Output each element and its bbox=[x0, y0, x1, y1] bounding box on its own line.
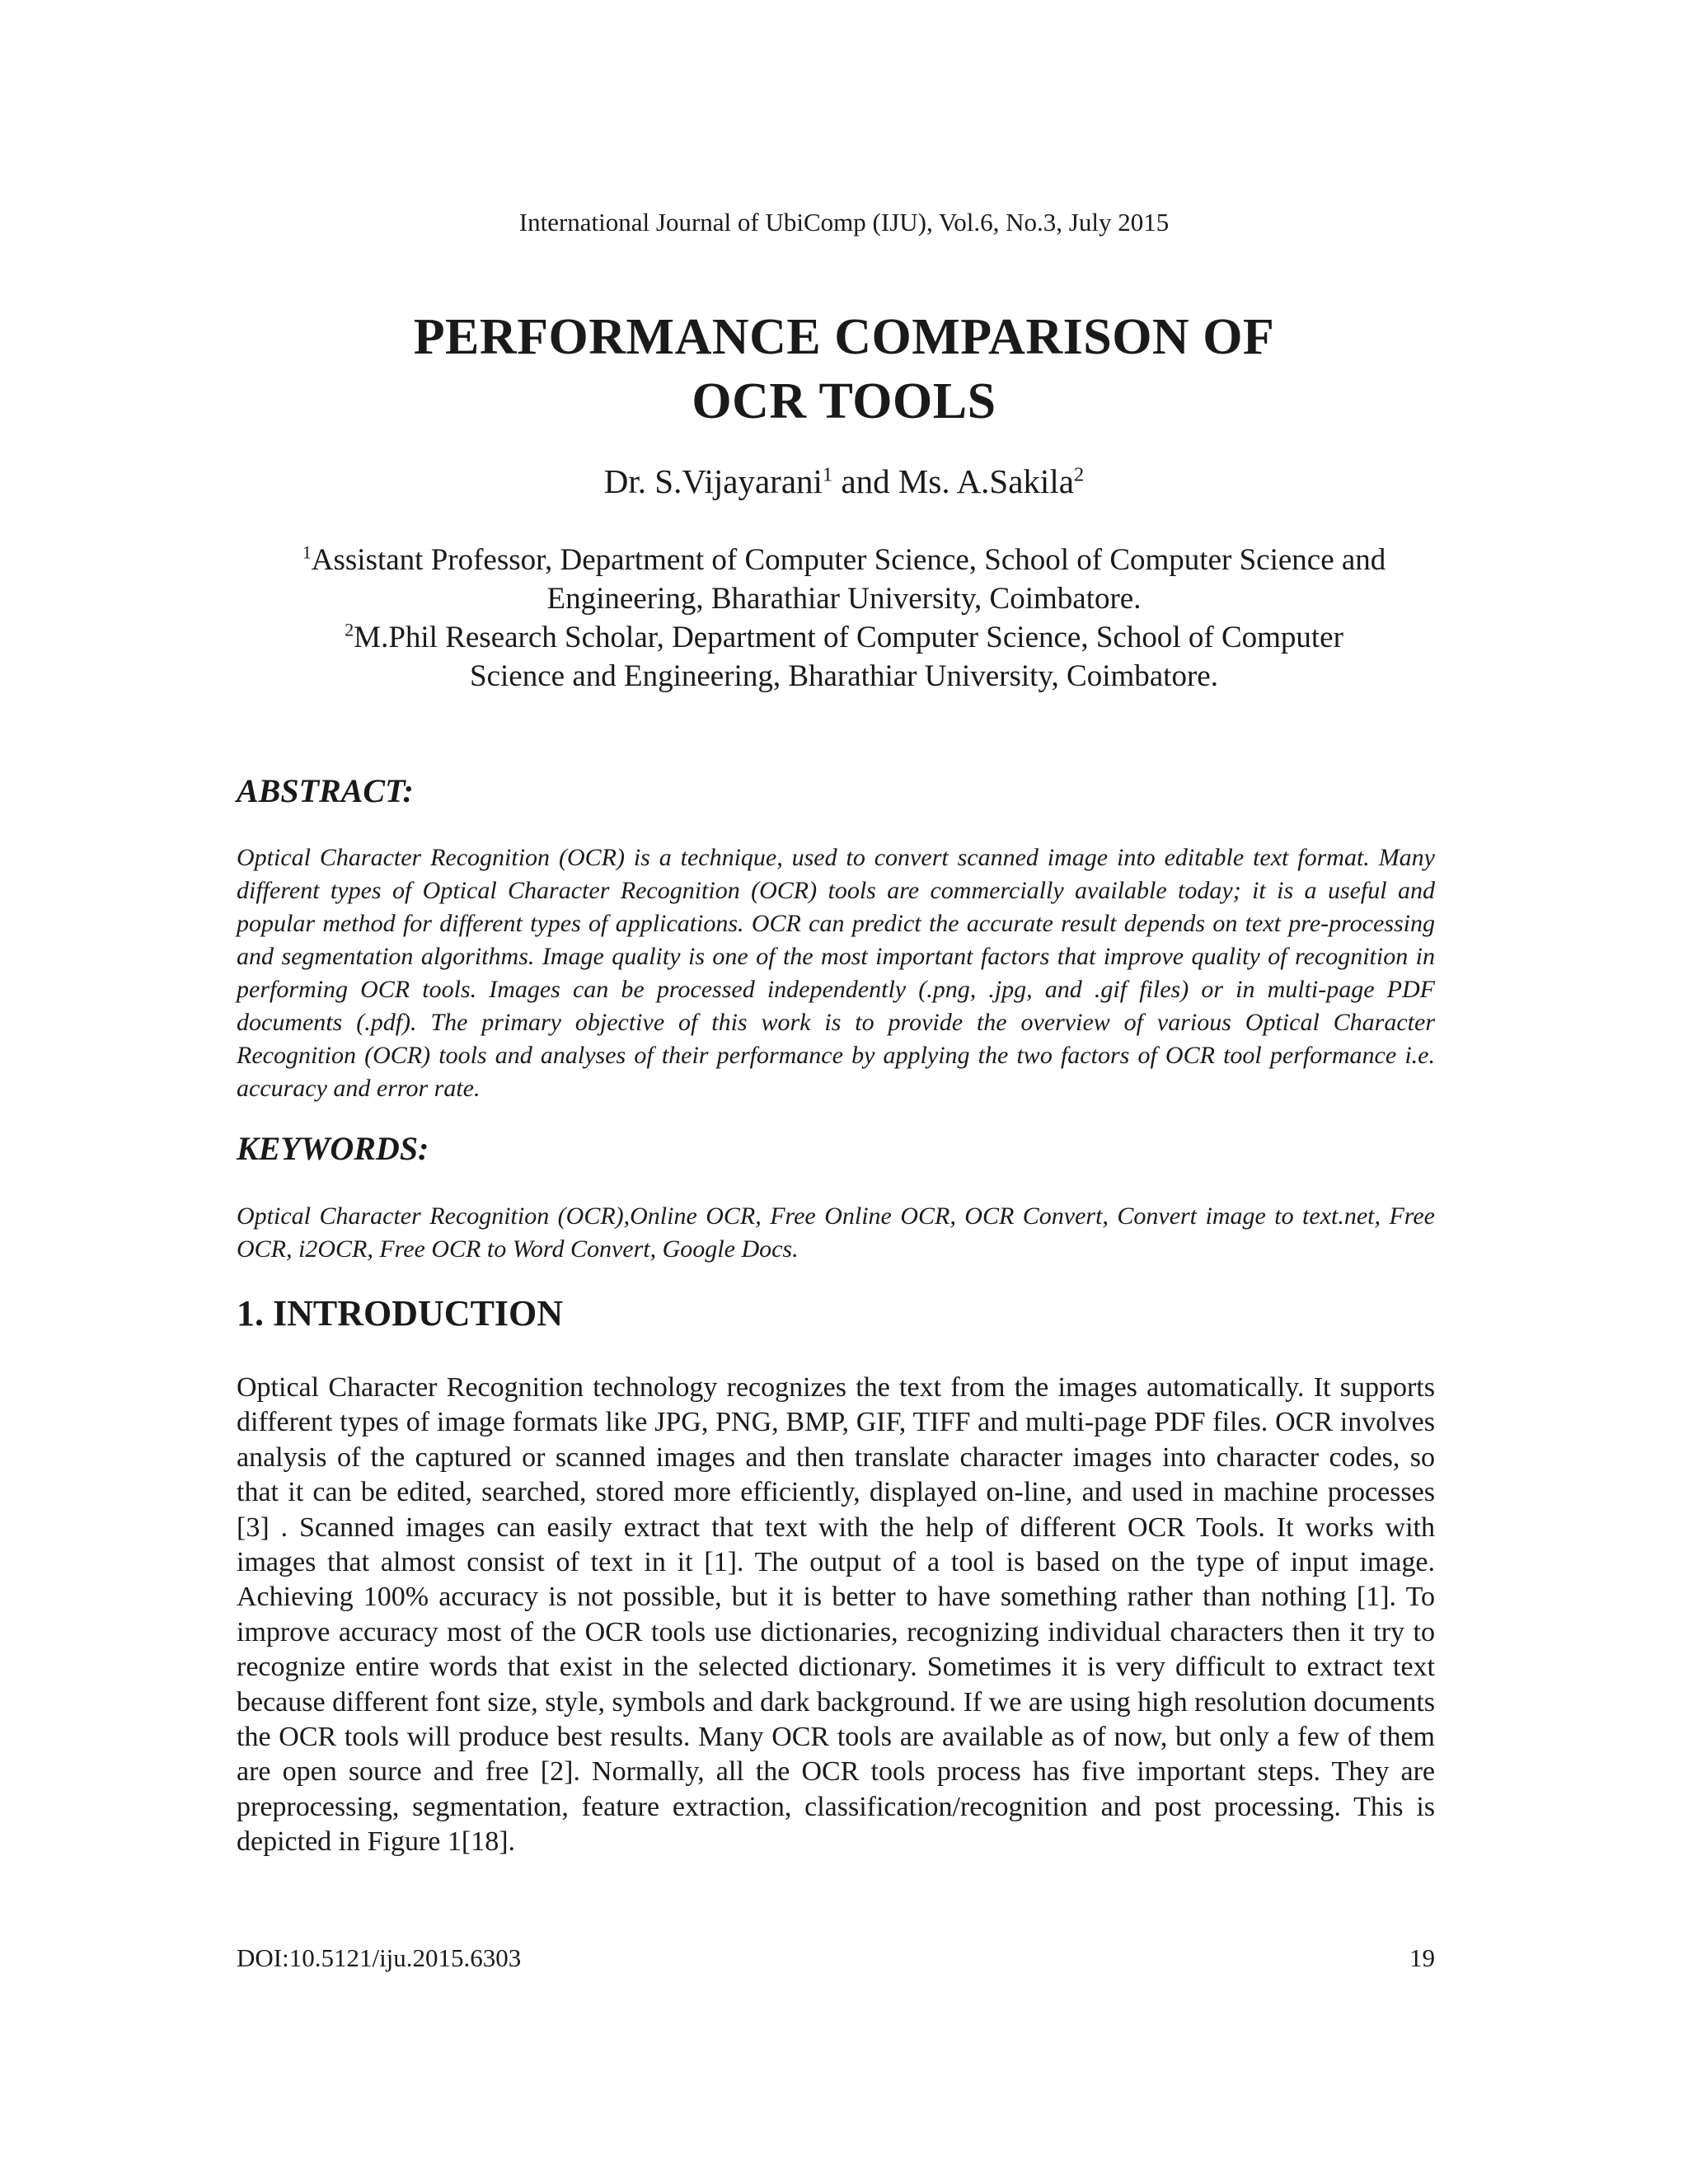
footer-doi: DOI:10.5121/iju.2015.6303 bbox=[237, 1943, 522, 1972]
journal-header: International Journal of UbiComp (IJU), Vol.6, No.3, July 2015 bbox=[518, 208, 1170, 237]
affiliation-1-text: Assistant Professor, Department of Computer Science, School of Computer Science and bbox=[311, 543, 1386, 577]
page-number: 19 bbox=[1409, 1943, 1435, 1972]
author-list bbox=[0, 462, 1688, 501]
affiliation-1-mark: 1 bbox=[302, 541, 312, 563]
keywords-body: Optical Character Recognition (OCR),Online OCR, Free Online OCR, OCR Convert, Convert image to text.net, Free OCR, i2OCR, Free OCR to Word Convert, Google Docs. bbox=[237, 1202, 1435, 1263]
title-line-1: PERFORMANCE COMPARISON OF bbox=[413, 309, 1275, 365]
affiliations bbox=[0, 541, 1688, 696]
affiliation-1-line-2: Engineering, Bharathiar University, Coimbatore. bbox=[546, 582, 1142, 616]
paper-title bbox=[0, 305, 1688, 434]
introduction-body: Optical Character Recognition technology recognizes the text from the images automatically. It supports different types of image formats like JPG, PNG, BMP, GIF, TIFF and multi-page PDF files. OCR involves analysis of the captured or scanned images and then translate character images into character codes, so that it can be edited, searched, stored more efficiently, displayed on-line, and used in machine processes [3] . Scanned images can easily extract that text with the help of different OCR Tools. It works with images that almost consist of text in it [1]. The output of a tool is based on the type of input image. Achieving 100% accuracy is not possible, but it is better to have something rather than nothing [1]. To improve accuracy most of the OCR tools use dictionaries, recognizing individual characters then it try to recognize entire words that exist in the selected dictionary. Sometimes it is very difficult to extract text because different font size, style, symbols and dark background. If we are using high resolution documents the OCR tools will produce best results. Many OCR tools are available as of now, but only a few of them are open source and free [2]. Normally, all the OCR tools process has five important steps. They are preprocessing, segmentation, feature extraction, classification/recognition and post processing. This is depicted in Figure 1[18]. bbox=[237, 1372, 1435, 1858]
author-2-affiliation-mark: 2 bbox=[1073, 463, 1085, 486]
affiliation-2-mark: 2 bbox=[345, 619, 354, 640]
affiliation-2-text: M.Phil Research Scholar, Department of Computer Science, School of Computer bbox=[354, 621, 1343, 654]
abstract-heading: ABSTRACT: bbox=[237, 772, 414, 809]
author-connector: and Ms. A.Sakila bbox=[832, 462, 1074, 500]
affiliation-2-line-2: Science and Engineering, Bharathiar University, Coimbatore. bbox=[470, 659, 1218, 693]
abstract-body: Optical Character Recognition (OCR) is a technique, used to convert scanned image into editable text format. Many different types of Optical Character Recognition (OCR) tools are commercially available today; it is a useful and popular method for different types of applications. OCR can predict the accurate result depends on text pre-processing and segmentation algorithms. Image quality is one of the most important factors that improve quality of recognition in performing OCR tools. Images can be processed independently (.png, .jpg, and .gif files) or in multi-page PDF documents (.pdf). The primary objective of this work is to provide the overview of various Optical Character Recognition (OCR) tools and analyses of their performance by applying the two factors of OCR tool performance i.e. accuracy and error rate. bbox=[237, 844, 1435, 1102]
author-1-name: Dr. S.Vijayarani bbox=[603, 462, 823, 500]
affiliation-2-line-1 bbox=[0, 618, 1688, 657]
keywords-heading: KEYWORDS: bbox=[237, 1130, 429, 1167]
introduction-heading: 1. INTRODUCTION bbox=[237, 1293, 564, 1333]
title-line-2: OCR TOOLS bbox=[692, 373, 996, 429]
affiliation-1-line-1 bbox=[0, 541, 1688, 579]
author-1-affiliation-mark: 1 bbox=[822, 463, 833, 486]
